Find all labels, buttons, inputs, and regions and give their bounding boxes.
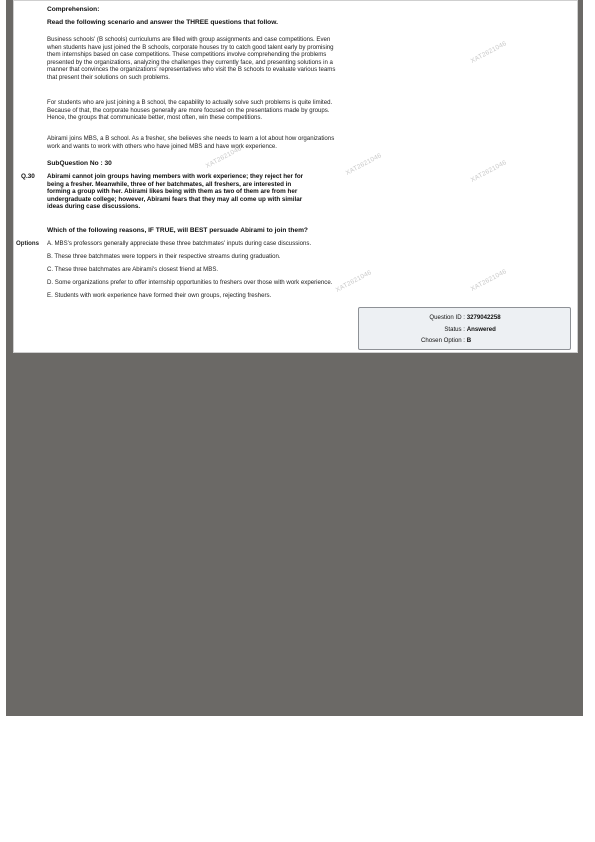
subquestion-label: SubQuestion No : 30	[47, 160, 112, 167]
paragraph-line: Business schools' (B schools) curriculums are filled with group assignments and case competitions. Even	[47, 36, 331, 43]
question-line: ideas during case discussions.	[47, 203, 141, 211]
question-line: forming a group with her. Abirami likes being with them as two of them are from her	[47, 188, 298, 196]
status-label: Status :	[444, 326, 465, 333]
question-id-row	[359, 314, 509, 321]
question-line: Abirami cannot join groups having members with work experience; they reject her for	[47, 173, 304, 180]
question-line: being a fresher. Meanwhile, three of her batchmates, all freshers, are interested in	[47, 180, 292, 188]
question-paper	[13, 0, 578, 353]
question-line: undergraduate college; however, Abirami fears that they may all come up with similar	[47, 195, 303, 203]
paragraph-line: work and wants to work with others who have joined MBS and have work experience.	[47, 142, 277, 150]
comprehension-instruction: Read the following scenario and answer the THREE questions that follow.	[47, 19, 278, 26]
status-value: Answered	[466, 326, 496, 333]
paragraph-line: For students who are just joining a B school, the capability to actually solve such problems is quite limited.	[47, 99, 333, 106]
question-id-label: Question ID :	[429, 314, 465, 321]
watermark: XAT2621046	[204, 145, 243, 170]
comprehension-label: Comprehension:	[47, 6, 100, 13]
status-row	[359, 326, 509, 333]
paragraph-line: Abirami joins MBS, a B school. As a fresher, she believes she needs to learn a lot about how organizations	[47, 135, 335, 142]
paragraph-line: when students have just joined the B schools, corporate houses try to catch good talent early by promising	[47, 43, 334, 51]
paragraph-line: manner that convinces the organizations' representatives who visit the B schools to evaluate various teams	[47, 66, 336, 74]
option-c[interactable]: C. These three batchmates are Abirami's closest friend at MBS.	[47, 266, 219, 273]
question-number: Q.30	[21, 173, 35, 180]
paragraph-line: them internships based on case competitions. These competitions involve comprehending the problems	[47, 51, 327, 59]
paragraph-line: presented by the organizations, analyzing the challenges they currently face, and presenting solutions in a	[47, 58, 333, 66]
options-label: Options	[16, 240, 40, 247]
question-text	[47, 173, 377, 211]
question-prompt: Which of the following reasons, IF TRUE, will BEST persuade Abirami to join them?	[47, 227, 308, 234]
option-a[interactable]: A. MBS's professors generally appreciate these three batchmates' inputs during case discussions.	[47, 240, 312, 247]
paragraph-line: Hence, the groups that communicate better, most often, win these competitions.	[47, 114, 263, 122]
watermark: XAT2621046	[469, 40, 508, 65]
option-e[interactable]: E. Students with work experience have formed their own groups, rejecting freshers.	[47, 292, 272, 299]
scenario-paragraph-3	[47, 135, 447, 150]
chosen-option-row	[359, 337, 509, 344]
paragraph-line: Because of that, the corporate houses generally are more focused on the presentations made by groups.	[47, 106, 330, 114]
question-id-value: 3279042258	[466, 314, 501, 321]
watermark: XAT2621046	[344, 152, 383, 177]
scenario-paragraph-1	[47, 36, 447, 82]
chosen-option-label: Chosen Option :	[420, 337, 465, 344]
paragraph-line: that present their solutions on such problems.	[47, 73, 170, 81]
watermark: XAT2621046	[469, 159, 508, 184]
question-info-panel	[358, 307, 571, 350]
scenario-paragraph-2	[47, 99, 447, 122]
chosen-option-value: B	[466, 337, 472, 344]
watermark: XAT2621046	[334, 269, 373, 294]
watermark: XAT2621046	[469, 268, 508, 293]
option-b[interactable]: B. These three batchmates were toppers in their respective streams during graduation.	[47, 253, 281, 260]
option-d[interactable]: D. Some organizations prefer to offer internship opportunities to freshers over those with work experience.	[47, 279, 333, 286]
